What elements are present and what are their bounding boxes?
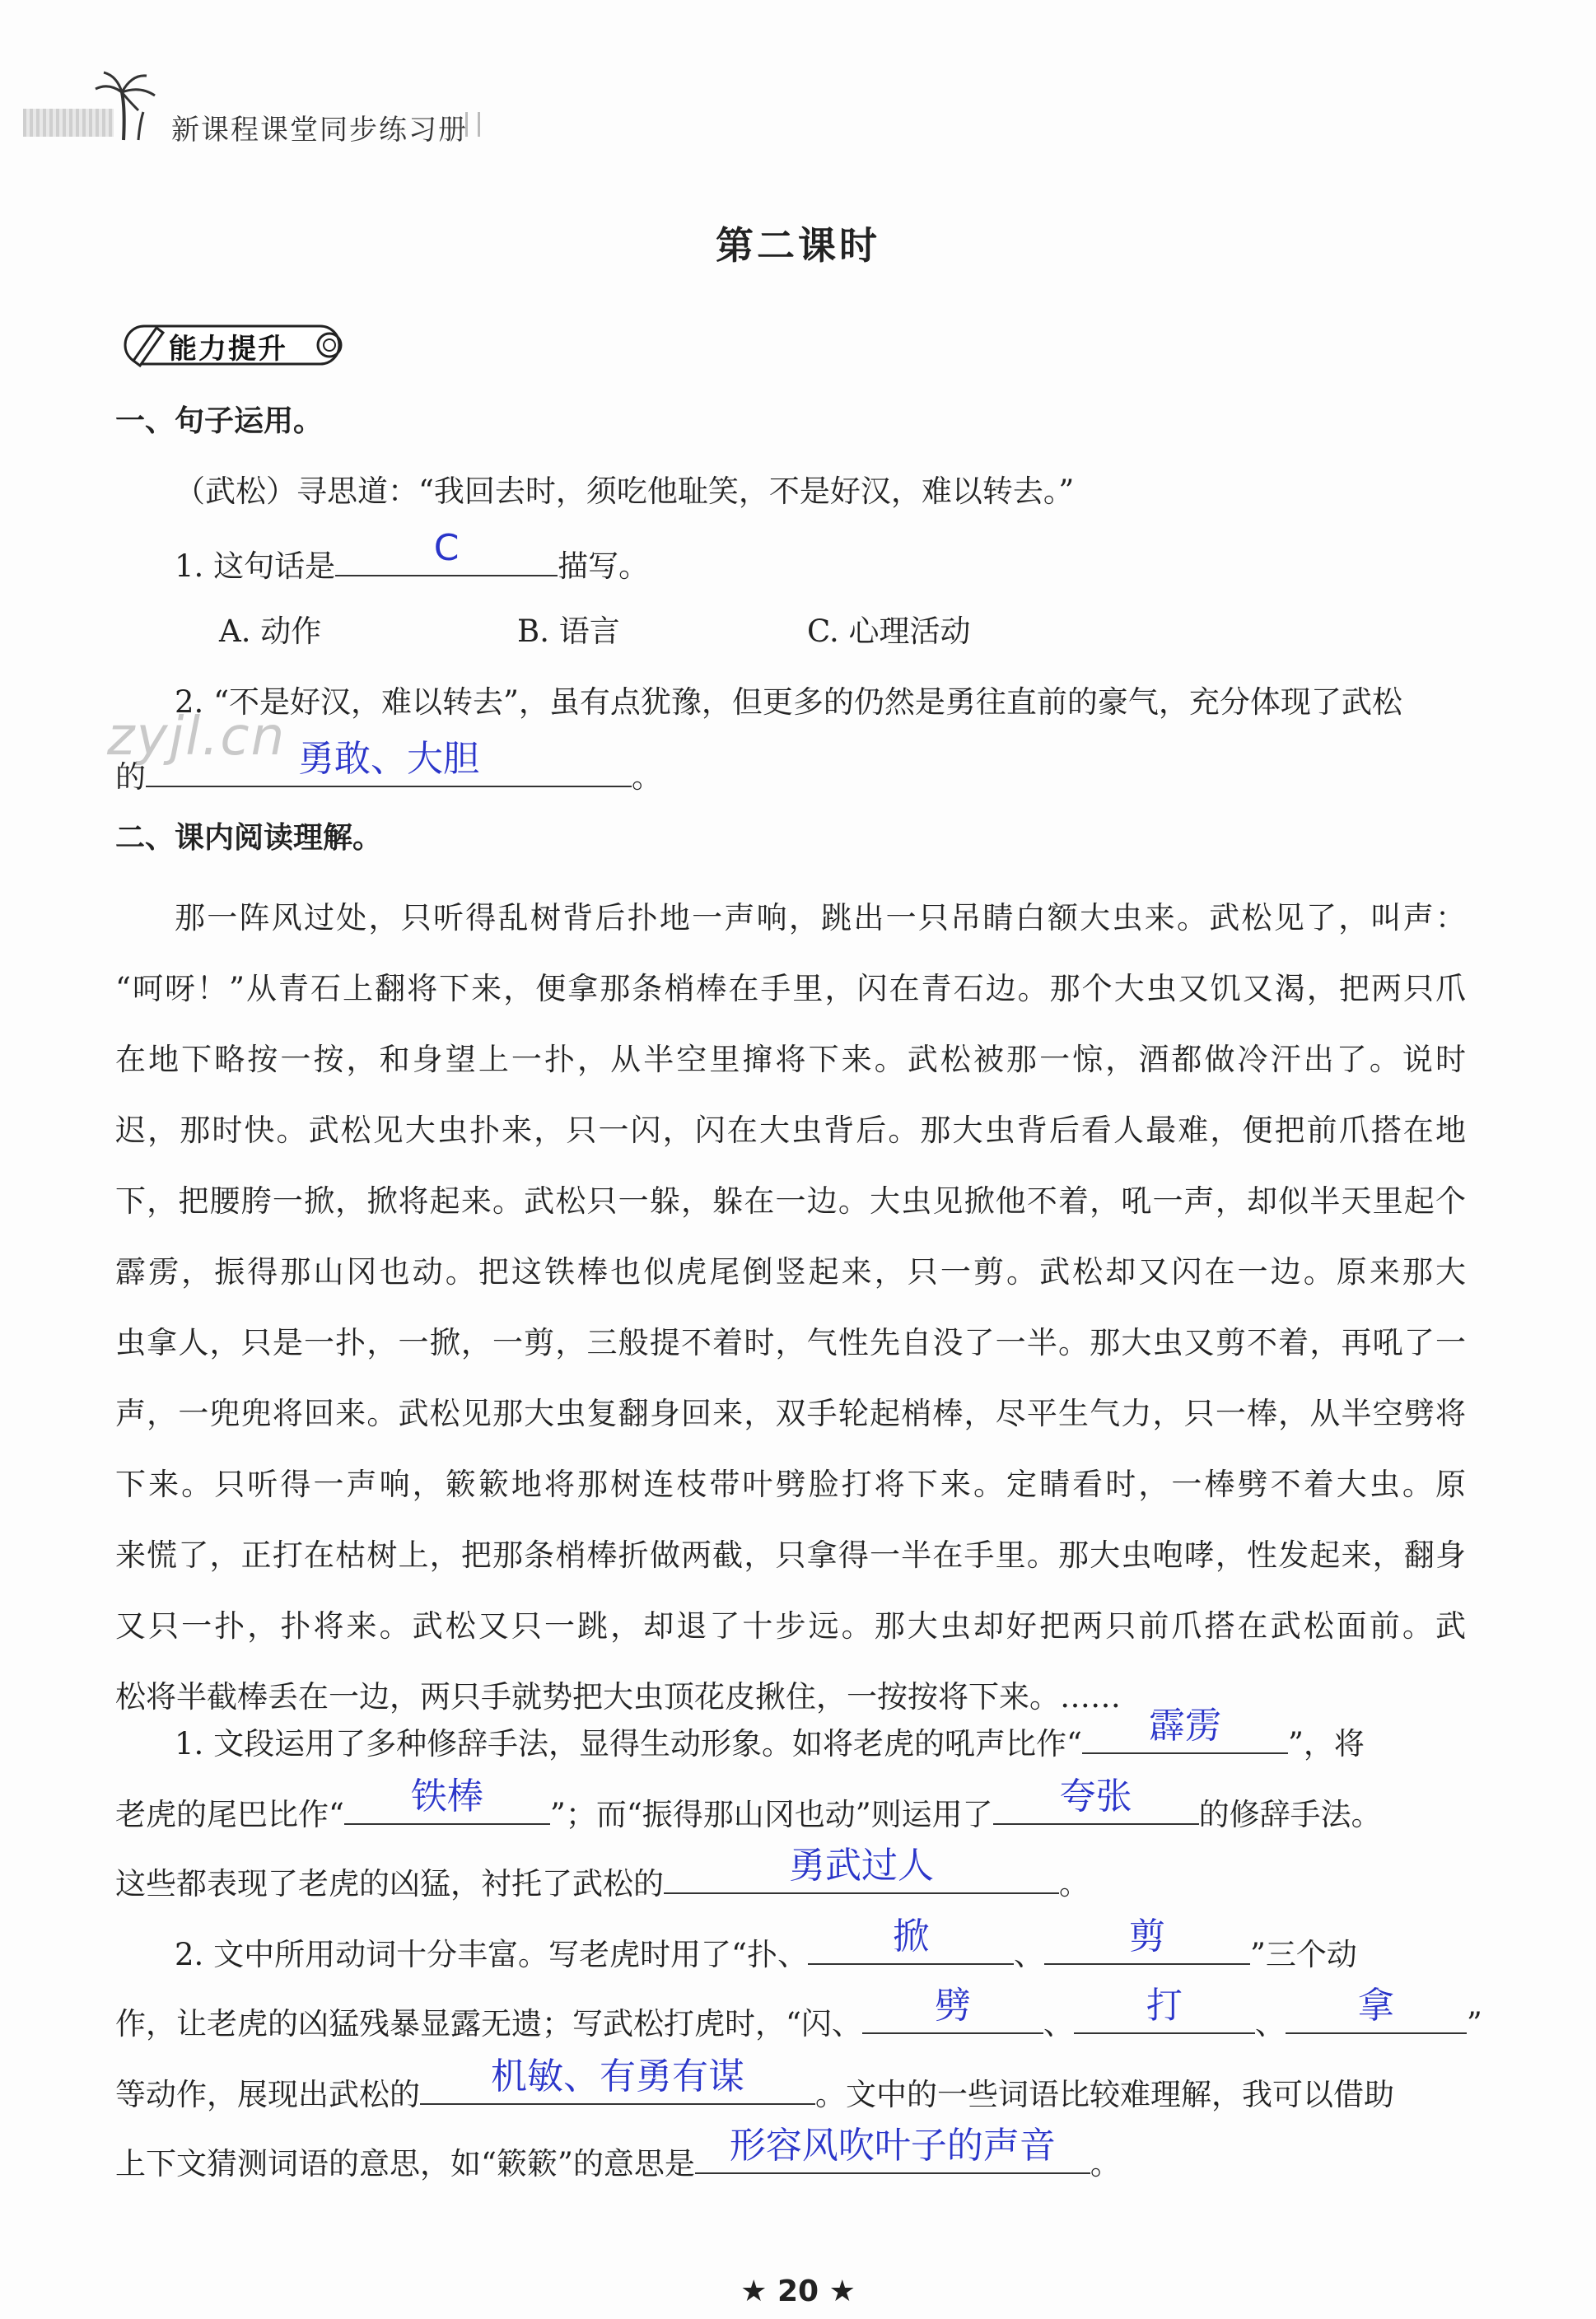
star-icon: ★	[828, 2275, 856, 2308]
passage-line: 下来。只听得一声响，簌簌地将那树连枝带叶劈脸打将下来。定睛看时，一棒劈不着大虫。原	[115, 1467, 1466, 1502]
q2-blank-7[interactable]	[695, 2125, 1090, 2174]
watermark: zyjl.cn	[107, 707, 287, 768]
passage-line: 来慌了，正打在枯树上，把那条梢棒折做两截，只拿得一半在手里。那大虫咆哮，性发起来，翻身	[115, 1537, 1466, 1573]
q1-blank-4[interactable]	[664, 1845, 1059, 1894]
handwritten-answer: 机敏、有勇有谋	[491, 2055, 744, 2097]
q2-blank-1[interactable]	[808, 1915, 1014, 1965]
header-divider	[465, 112, 480, 137]
section1-q2: 2. “不是好汉，难以转去”，虽有点犹豫，但更多的仍然是勇往直前的豪气，充分体现了武松	[175, 684, 1402, 720]
section2-q2-line3: 等动作，展现出武松的 机敏、有勇有谋 。文中的一些词语比较难理解，我可以借助	[115, 2055, 1394, 2112]
q1-blank-3[interactable]	[993, 1775, 1199, 1825]
section1-quote: （武松）寻思道：“我回去时，须吃他耻笑，不是好汉，难以转去。”	[175, 474, 1075, 509]
section1-heading: 一、句子运用。	[115, 404, 324, 438]
badge-label: 能力提升	[169, 333, 287, 366]
star-icon: ★	[740, 2275, 768, 2308]
passage-line: 在地下略按一按，和身望上一扑，从半空里撺将下来。武松被那一惊，酒都做冷汗出了。说时	[115, 1042, 1466, 1077]
handwritten-answer: 勇敢、大胆	[298, 738, 479, 780]
passage-line: 下，把腰胯一掀，掀将起来。武松只一躲，躲在一边。大虫见掀他不着，吼一声，却似半天里起个	[115, 1183, 1466, 1219]
page-title: 第二课时	[716, 223, 880, 268]
reading-passage	[115, 883, 1466, 1733]
section2-heading: 二、课内阅读理解。	[115, 821, 383, 855]
handwritten-answer: 夸张	[1059, 1775, 1132, 1817]
handwritten-answer: 拿	[1357, 1985, 1394, 2027]
q2-blank-2[interactable]	[1044, 1915, 1250, 1965]
handwritten-answer: 掀	[892, 1915, 929, 1957]
passage-line: 虫拿人，只是一扑，一掀，一剪，三般提不着时，气性先自没了一半。那大虫又剪不着，再吼了一	[115, 1325, 1466, 1360]
section2-q1-line3: 这些都表现了老虎的凶猛，衬托了武松的 勇武过人 。	[115, 1845, 1090, 1901]
q2-blank-6[interactable]	[420, 2055, 815, 2105]
header-title: 新课程课堂同步练习册	[171, 114, 468, 147]
option-c: C. 心理活动	[807, 614, 971, 649]
section1-q1: 1. 这句话是 C 描写。	[175, 527, 650, 584]
handwritten-answer: 劈	[934, 1985, 971, 2027]
handwritten-answer: 铁棒	[410, 1775, 483, 1817]
passage-line: 又只一扑，扑将来。武松又只一跳，却退了十步远。那大虫却好把两只前爪搭在武松面前。武	[115, 1608, 1466, 1644]
q2-blank-4[interactable]	[1074, 1985, 1255, 2034]
option-b: B. 语言	[517, 614, 620, 649]
q2-blank-3[interactable]	[862, 1985, 1043, 2034]
option-a: A. 动作	[219, 614, 322, 649]
q1-blank-1[interactable]	[1082, 1705, 1288, 1754]
handwritten-answer: C	[433, 527, 460, 569]
section2-q2-line1: 2. 文中所用动词十分丰富。写老虎时用了“扑、 掀 、 剪 ”三个动	[175, 1915, 1357, 1972]
passage-line: 那一阵风过处，只听得乱树背后扑地一声响，跳出一只吊睛白额大虫来。武松见了，叫声：	[175, 900, 1466, 936]
section2-q1-line1: 1. 文段运用了多种修辞手法，显得生动形象。如将老虎的吼声比作“ 霹雳 ”，将	[175, 1705, 1365, 1761]
palm-tree-icon	[92, 68, 158, 142]
passage-line: 迟，那时快。武松见大虫扑来，只一闪，闪在大虫背后。那大虫背后看人最难，便把前爪搭在地	[115, 1113, 1466, 1148]
q2-blank-5[interactable]	[1286, 1985, 1467, 2034]
section2-q2-line4: 上下文猜测词语的意思，如“簌簌”的意思是 形容风吹叶子的声音 。	[115, 2125, 1121, 2181]
q1-blank-2[interactable]	[344, 1775, 550, 1825]
section1-q2-line2: 的 勇敢、大胆 。	[115, 738, 662, 795]
handwritten-answer: 勇武过人	[789, 1845, 934, 1887]
q1-answer-blank[interactable]	[335, 527, 558, 576]
passage-line: 霹雳，振得那山冈也动。把这铁棒也似虎尾倒竖起来，只一剪。武松却又闪在一边。原来那大	[115, 1254, 1466, 1290]
handwritten-answer: 剪	[1128, 1915, 1165, 1957]
handwritten-answer: 霹雳	[1148, 1705, 1221, 1747]
handwritten-answer: 打	[1146, 1985, 1183, 2027]
passage-line: 松将半截棒丢在一边，两只手就势把大虫顶花皮揪住，一按按将下来。……	[115, 1679, 1121, 1715]
passage-line: “呵呀！”从青石上翻将下来，便拿那条梢棒在手里，闪在青石边。那个大虫又饥又渴，把两只爪	[115, 971, 1466, 1006]
handwritten-answer: 形容风吹叶子的声音	[729, 2125, 1056, 2167]
page-number: ★ 20 ★	[740, 2275, 856, 2308]
section2-q2-line2: 作，让老虎的凶猛残暴显露无遗；写武松打虎时，“闪、 劈 、 打 、 拿 ”	[115, 1985, 1482, 2041]
section2-q1-line2: 老虎的尾巴比作“ 铁棒 ”；而“振得那山冈也动”则运用了 夸张 的修辞手法。	[115, 1775, 1382, 1832]
passage-line: 声，一兜兜将回来。武松见那大虫复翻身回来，双手轮起梢棒，尽平生气力，只一棒，从半空劈将	[115, 1396, 1466, 1431]
